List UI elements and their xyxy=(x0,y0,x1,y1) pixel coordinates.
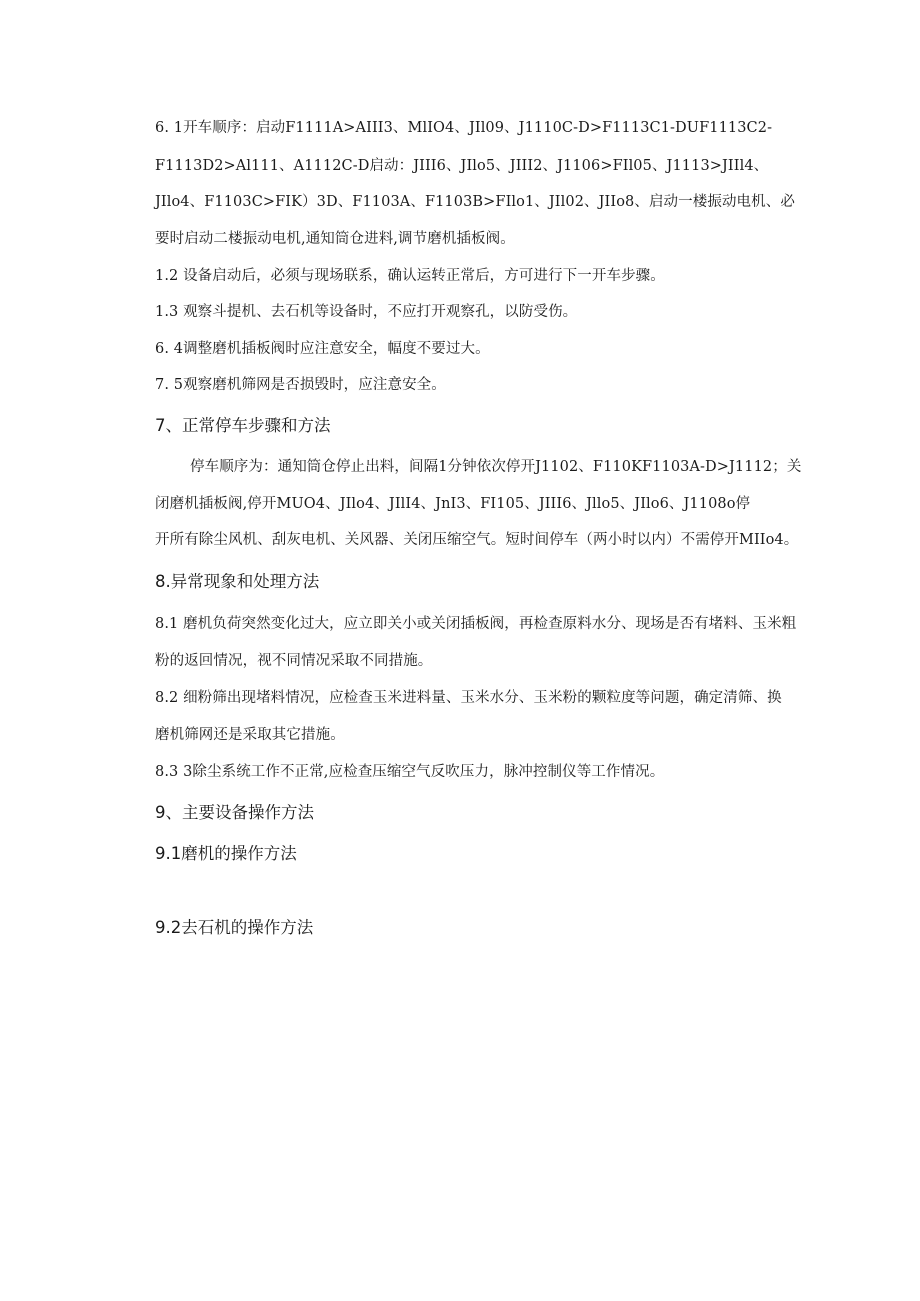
paragraph-8-2-line-2: 磨机筛网还是采取其它措施。 xyxy=(155,727,345,743)
paragraph-8-3: 8.3 3除尘系统工作不正常,应检查压缩空气反吹压力，脉冲控制仪等工作情况。 xyxy=(155,764,665,780)
paragraph-7-5: 7. 5观察磨机筛网是否损毁时，应注意安全。 xyxy=(155,377,446,393)
paragraph-8-1-line-2: 粉的返回情况，视不同情况采取不同措施。 xyxy=(155,653,433,669)
paragraph-7-line-3: 开所有除尘风机、刮灰电机、关风器、关闭压缩空气。短时间停车（两小时以内）不需停开MIIo4。 xyxy=(155,532,799,548)
heading-section-7: 7、正常停车步骤和方法 xyxy=(155,416,331,435)
paragraph-1-3: 1.3 观察斗提机、去石机等设备时，不应打开观察孔，以防受伤。 xyxy=(155,304,578,320)
paragraph-6-1-line-4: 要时启动二楼振动电机,通知筒仓进料,调节磨机插板阀。 xyxy=(155,231,515,247)
heading-section-9-1: 9.1磨机的操作方法 xyxy=(155,844,297,863)
paragraph-6-1-line-1: 6. 1开车顺序：启动F1111A>AIII3、MlIO4、JIl09、J1110C-D>F1113C1-DUF1113C2- xyxy=(155,120,773,136)
heading-section-9-2: 9.2去石机的操作方法 xyxy=(155,918,314,937)
paragraph-8-1-line-1: 8.1 磨机负荷突然变化过大，应立即关小或关闭插板阀，再检查原料水分、现场是否有堵料、玉米粗 xyxy=(155,616,797,632)
paragraph-6-4: 6. 4调整磨机插板阀时应注意安全，幅度不要过大。 xyxy=(155,341,490,357)
heading-section-9: 9、主要设备操作方法 xyxy=(155,803,314,822)
paragraph-6-1-line-2: F1113D2>Al111、A1112C-D启动：JIII6、JIlo5、JIII2、J1106>FIl05、J1113>JIIl4、 xyxy=(155,158,769,174)
heading-section-8: 8.异常现象和处理方法 xyxy=(155,572,320,591)
paragraph-8-2-line-1: 8.2 细粉筛出现堵料情况，应检查玉米进料量、玉米水分、玉米粉的颗粒度等问题，确定清筛、换 xyxy=(155,690,782,706)
paragraph-6-1-line-3: JIlo4、F1103C>FIK）3D、F1103A、F1103B>FIlo1、JIl02、JIIo8、启动一楼振动电机、必 xyxy=(155,194,795,210)
paragraph-7-line-2: 闭磨机插板阀,停开MUO4、JIlo4、JIlI4、JnI3、FI105、JIII6、Jllo5、JIlo6、J1108o停 xyxy=(155,496,751,512)
paragraph-7-line-1: 停车顺序为：通知筒仓停止出料，间隔1分钟依次停开J1102、F110KF1103A-D>J1112；关 xyxy=(190,459,802,475)
paragraph-1-2: 1.2 设备启动后，必须与现场联系，确认运转正常后，方可进行下一开车步骤。 xyxy=(155,268,665,284)
